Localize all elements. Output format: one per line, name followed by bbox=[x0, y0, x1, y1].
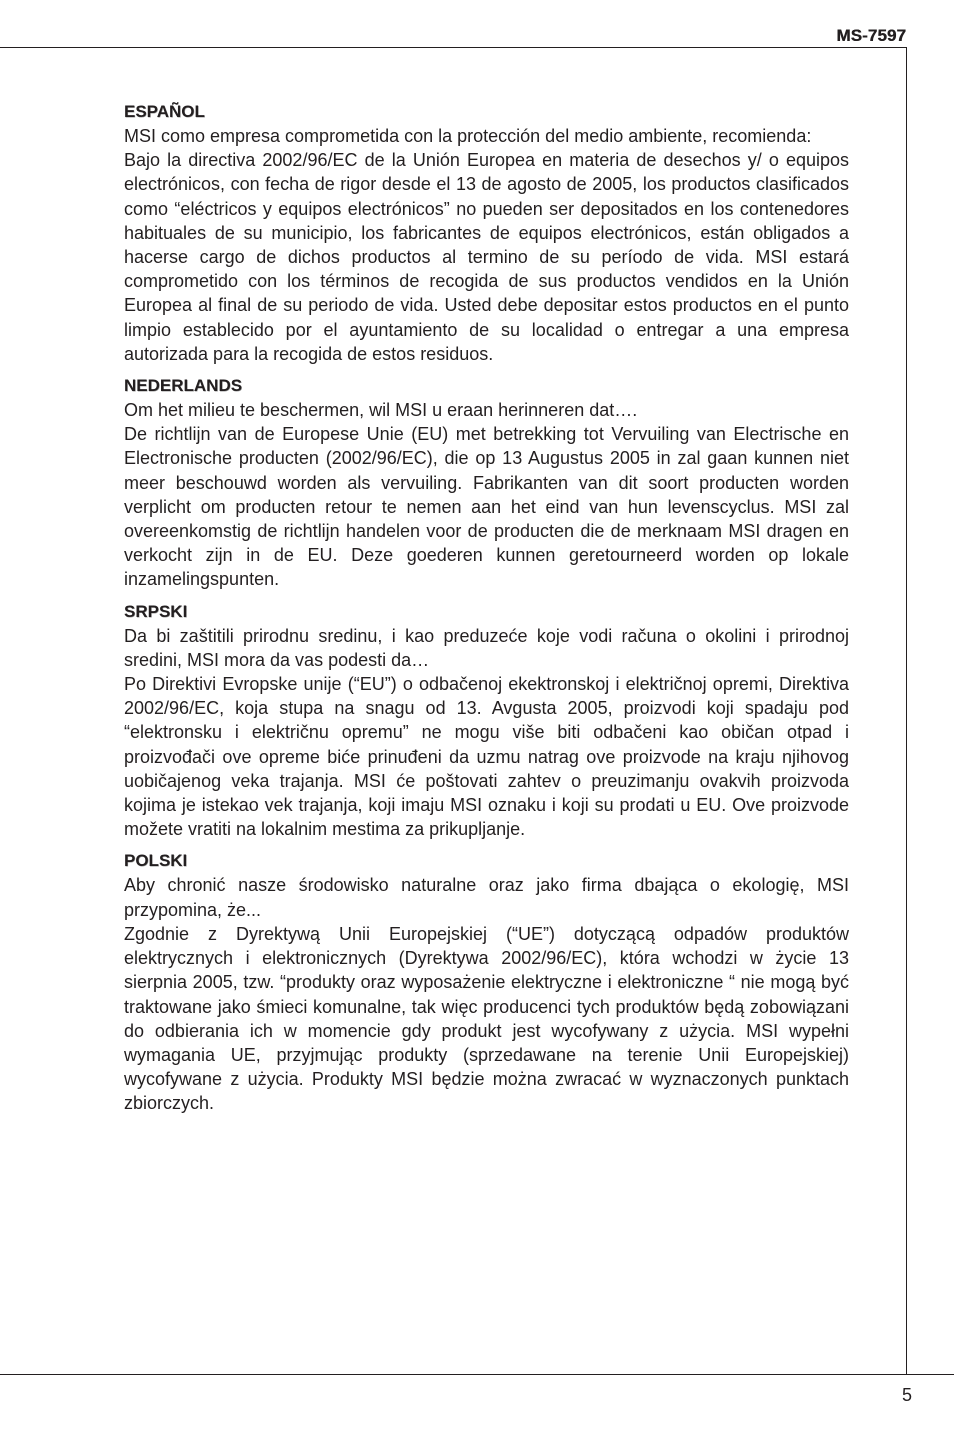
section-polski bbox=[124, 849, 849, 1115]
header-rule bbox=[0, 47, 907, 48]
page-number: 5 bbox=[901, 1385, 912, 1405]
section-heading: ESPAÑOL bbox=[124, 102, 205, 121]
section-body: De richtlijn van de Europese Unie (EU) met betrekking tot Vervuiling van Electrische en Electronische producten (2002/96/EC), die op 13 Augustus 2005 in zal gaan kunnen niet meer beschouwd worden als vervuiling. Fabrikanten van dit soort producten worden verplicht om producten retour te nemen aan het eind van hun levenscyclus. MSI zal overeenkomstig de richtlijn handelen voor de producten die de merknaam MSI dragen en verkocht zijn in de EU. Deze goederen kunnen geretourneerd worden op lokale inzamelingspunten. bbox=[124, 424, 849, 590]
side-rule bbox=[906, 47, 907, 1374]
section-intro: Da bi zaštitili prirodnu sredinu, i kao preduzeće koje vodi računa o okolini i prirodnoj sredini, MSI mora da vas podesti da… bbox=[124, 625, 849, 670]
section-body: Bajo la directiva 2002/96/EC de la Unión Europea en materia de desechos y/ o equipos electrónicos, con fecha de rigor desde el 13 de agosto de 2005, los productos clasificados como “eléctricos y equipos electrónicos” no pueden ser depositados en los contenedores habituales de su municipio, los fabricantes de equipos electrónicos, están obligados a hacerse cargo de dichos productos al termino de su período de vida. MSI estará comprometido con los términos de recogida de sus productos vendidos en la Unión Europea al final de su periodo de vida. Usted debe depositar estos productos en el punto limpio establecido por el ayuntamiento de su localidad o entregar a una empresa autorizada para la recogida de estos residuos. bbox=[124, 150, 849, 364]
section-intro: Aby chronić nasze środowisko naturalne oraz jako firma dbająca o ekologię, MSI przypomina, że... bbox=[124, 875, 849, 920]
section-intro: Om het milieu te beschermen, wil MSI u eraan herinneren dat…. bbox=[124, 400, 638, 421]
section-heading: NEDERLANDS bbox=[124, 376, 243, 396]
section-nederlands bbox=[124, 374, 849, 592]
section-body: Zgodnie z Dyrektywą Unii Europejskiej (“UE”) dotyczącą odpadów produktów elektrycznych i elektronicznych (Dyrektywa 2002/96/EC), która wchodzi w życie 13 sierpnia 2005, tzw. “produkty oraz wyposażenie elektryczne i elektroniczne “ nie mogą być traktowane jako śmieci komunalne, tak więc producenci tych produktów będą zobowiązani do odbierania ich w momencie gdy produkt jest wycofywany z użycia. MSI wypełni wymagania UE, przyjmując produkty (sprzedawane na terenie Unii Europejskiej) wycofywane z użycia. Produkty MSI będzie można zwracać w wyznaczonych punktach zbiorczych. bbox=[124, 923, 849, 1114]
section-heading: POLSKI bbox=[124, 851, 188, 871]
section-espanol bbox=[124, 100, 849, 366]
model-number: MS-7597 bbox=[836, 26, 906, 45]
page-content bbox=[124, 100, 849, 1124]
section-srpski bbox=[124, 600, 849, 842]
footer-rule bbox=[0, 1374, 954, 1375]
section-intro: MSI como empresa comprometida con la protección del medio ambiente, recomienda: bbox=[124, 126, 812, 146]
section-body: Po Direktivi Evropske unije (“EU”) o odbačenoj ekektronskoj i električnoj opremi, Direktiva 2002/96/EC, koja stupa na snagu od 13. Avgusta 2005, proizvodi koji spadaju pod “elektronsku i električnu opremu” ne mogu više biti odbačeni kao običan otpad i proizvođači ove opreme biće prinuđeni da uzmu natrag ove proizvode na kraju njihovog uobičajenog veka trajanja. MSI će poštovati zahtev o preuzimanju ovakvih proizvoda kojima je istekao vek trajanja, koji imaju MSI oznaku i koji su prodati u EU. Ove proizvode možete vratiti na lokalnim mestima za prikupljanje. bbox=[124, 674, 849, 840]
section-heading: SRPSKI bbox=[124, 601, 188, 621]
